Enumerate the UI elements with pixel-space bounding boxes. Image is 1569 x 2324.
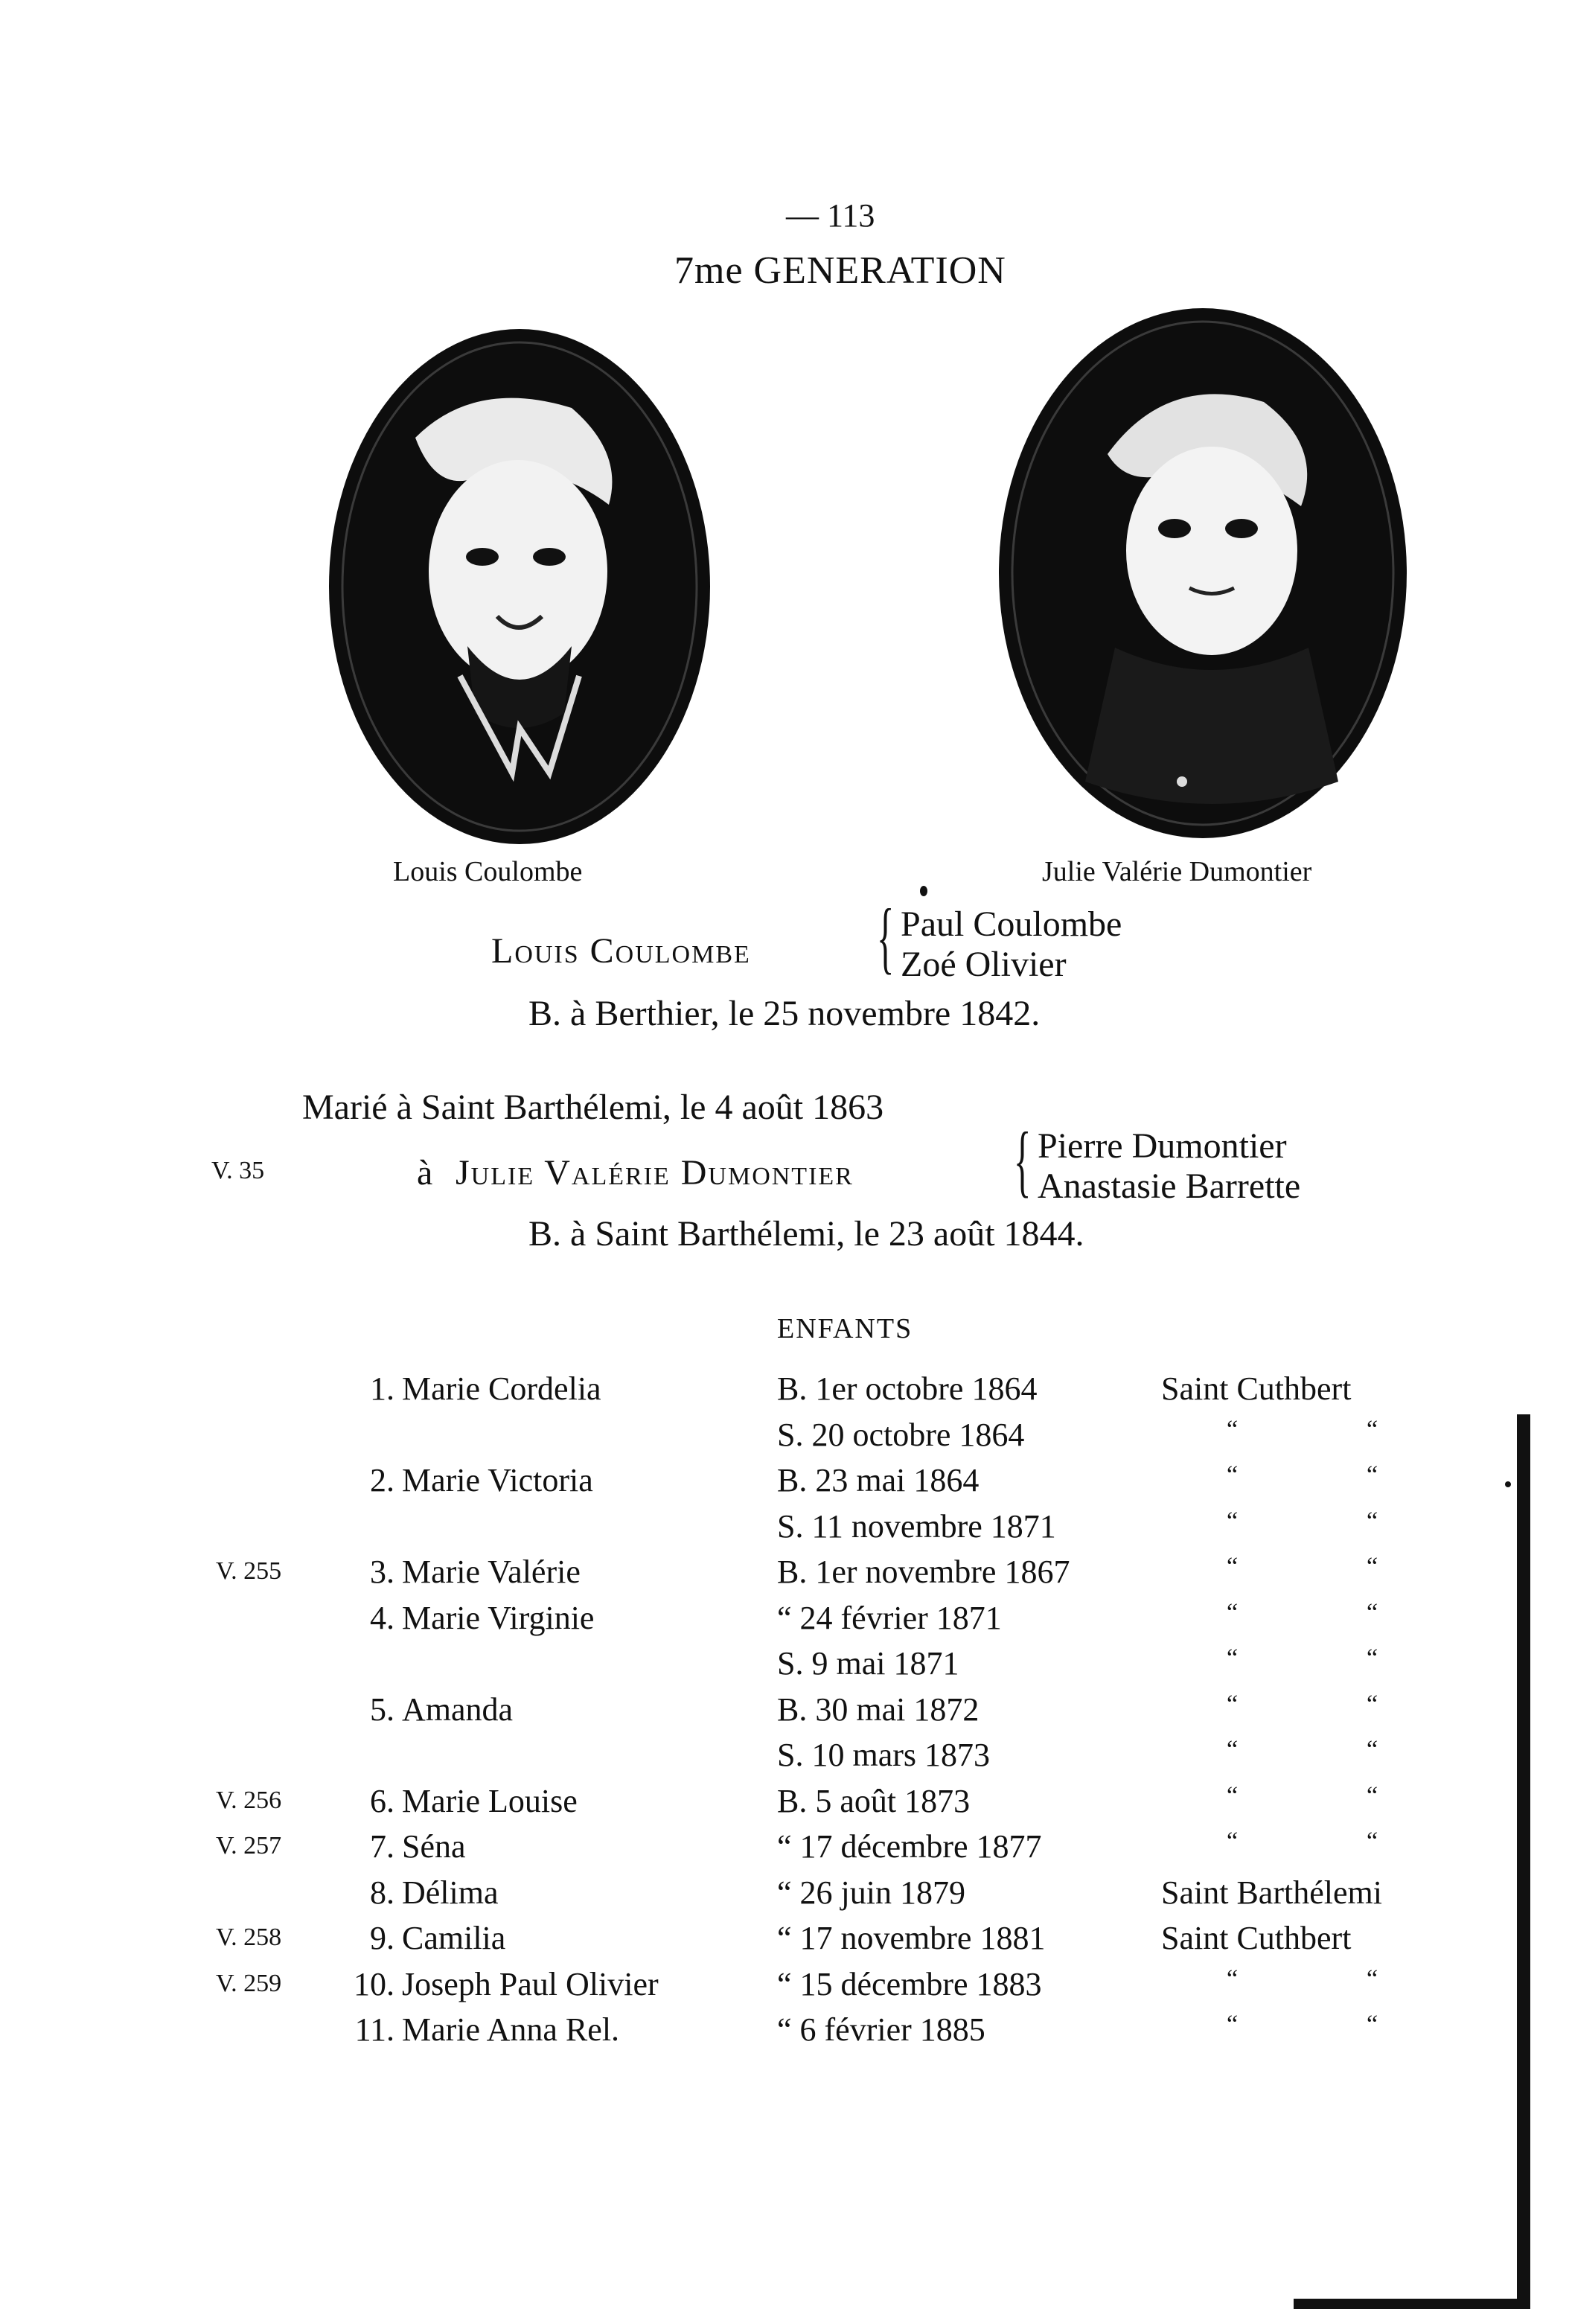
portrait-louis-coulombe [326,326,713,847]
row-date: S. 20 octobre 1864 [777,1417,1025,1453]
row-place: Saint Cuthbert [1161,1370,1352,1407]
row-ditto-2: “ [1367,1644,1378,1672]
row-name: Marie Cordelia [402,1370,601,1407]
husband-father: Paul Coulombe [901,904,1122,944]
spouse-name: Julie Valérie Dumontier [456,1153,854,1193]
row-ditto-1: “ [1227,1965,1239,1993]
row-ref: V. 257 [216,1832,282,1859]
row-name: Délima [402,1874,499,1911]
row-date: S. 9 mai 1871 [777,1645,959,1682]
row-number: 5. [370,1691,394,1728]
table-row [0,1736,1569,1778]
spouse-prefix: à [417,1153,433,1193]
row-ditto-1: “ [1227,1599,1239,1627]
table-row [0,1644,1569,1686]
row-name: Marie Anna Rel. [402,2011,620,2048]
row-ditto-2: “ [1367,1461,1378,1489]
caption-right: Julie Valérie Dumontier [1042,856,1312,887]
row-ditto-1: “ [1227,1507,1239,1535]
row-ditto-2: “ [1367,1599,1378,1627]
page-bottom-rule [1294,2299,1530,2309]
row-ditto-1: “ [1227,1416,1239,1443]
table-row [0,1965,1569,2007]
row-ditto-2: “ [1367,1782,1378,1810]
spouse-father: Pierre Dumontier [1038,1126,1287,1166]
row-ditto-2: “ [1367,1827,1378,1855]
row-name: Marie Victoria [402,1462,593,1498]
row-ditto-1: “ [1227,1691,1239,1718]
row-ditto-1: “ [1227,1461,1239,1489]
row-date: B. 1er octobre 1864 [777,1370,1038,1407]
row-ditto-1: “ [1227,1644,1239,1672]
row-ditto-2: “ [1367,1965,1378,1993]
page-edge-rule [1517,1414,1530,2308]
row-ref: V. 258 [216,1924,282,1951]
table-row [0,2011,1569,2052]
row-ref: V. 259 [216,1970,282,1997]
children-heading: ENFANTS [777,1313,913,1344]
stray-dot [1505,1481,1511,1487]
row-ditto-1: “ [1227,1553,1239,1580]
row-ditto-2: “ [1367,1736,1378,1763]
table-row [0,1691,1569,1732]
marriage-text: Marié à Saint Barthélemi, le 4 août 1863 [302,1088,884,1127]
row-number: 9. [370,1920,394,1956]
husband-baptism: B. à Berthier, le 25 novembre 1842. [528,994,1041,1033]
generation-title: 7me GENERATION [674,249,1006,292]
row-date: B. 5 août 1873 [777,1783,971,1819]
row-ditto-2: “ [1367,1553,1378,1580]
table-row [0,1782,1569,1824]
row-date: “ 17 novembre 1881 [777,1920,1046,1956]
row-number: 6. [370,1783,394,1819]
row-name: Séna [402,1828,466,1865]
row-name: Marie Louise [402,1783,578,1819]
table-row [0,1507,1569,1549]
page-number: — 113 [786,197,875,234]
husband-mother: Zoé Olivier [901,945,1067,984]
table-row [0,1919,1569,1961]
row-date: B. 1er novembre 1867 [777,1554,1070,1590]
row-number: 4. [370,1600,394,1636]
row-date: S. 11 novembre 1871 [777,1508,1056,1545]
row-date: S. 10 mars 1873 [777,1737,990,1773]
row-ditto-1: “ [1227,1736,1239,1763]
spouse-mother: Anastasie Barrette [1038,1166,1301,1206]
row-ref: V. 255 [216,1557,282,1585]
portrait-julie-valerie-dumontier [996,305,1410,841]
row-name: Camilia [402,1920,506,1956]
row-ditto-2: “ [1367,1691,1378,1718]
row-date: “ 15 décembre 1883 [777,1966,1042,2002]
row-name: Marie Valérie [402,1554,581,1590]
table-row [0,1370,1569,1411]
table-row [0,1874,1569,1915]
row-number: 11. [354,2011,394,2048]
row-number: 1. [370,1370,394,1407]
row-date: “ 24 février 1871 [777,1600,1002,1636]
row-ditto-2: “ [1367,2011,1378,2038]
row-name: Joseph Paul Olivier [402,1966,659,2002]
row-number: 3. [370,1554,394,1590]
spouse-baptism: B. à Saint Barthélemi, le 23 août 1844. [528,1214,1084,1254]
table-row [0,1461,1569,1503]
table-row [0,1416,1569,1458]
row-ref: V. 256 [216,1787,282,1814]
husband-name: Louis Coulombe [491,931,751,971]
row-number: 7. [370,1828,394,1865]
row-date: “ 6 février 1885 [777,2011,985,2048]
table-row [0,1599,1569,1641]
row-ditto-1: “ [1227,1827,1239,1855]
row-date: B. 30 mai 1872 [777,1691,980,1728]
row-date: B. 23 mai 1864 [777,1462,980,1498]
row-date: “ 17 décembre 1877 [777,1828,1042,1865]
row-name: Marie Virginie [402,1600,595,1636]
row-name: Amanda [402,1691,514,1728]
table-row [0,1827,1569,1869]
caption-left: Louis Coulombe [393,856,583,887]
row-number: 10. [354,1966,394,2002]
row-ditto-2: “ [1367,1416,1378,1443]
row-number: 8. [370,1874,394,1911]
row-ditto-1: “ [1227,2011,1239,2038]
row-date: “ 26 juin 1879 [777,1874,965,1911]
brace-parents: { [877,893,895,982]
brace-spouse-parents: { [1014,1117,1032,1205]
table-row [0,1553,1569,1594]
row-place: Saint Barthélemi [1161,1874,1382,1911]
row-number: 2. [370,1462,394,1498]
stray-mark [920,886,927,896]
marriage-ref: V. 35 [211,1157,265,1184]
row-ditto-2: “ [1367,1507,1378,1535]
row-ditto-1: “ [1227,1782,1239,1810]
row-place: Saint Cuthbert [1161,1920,1352,1956]
